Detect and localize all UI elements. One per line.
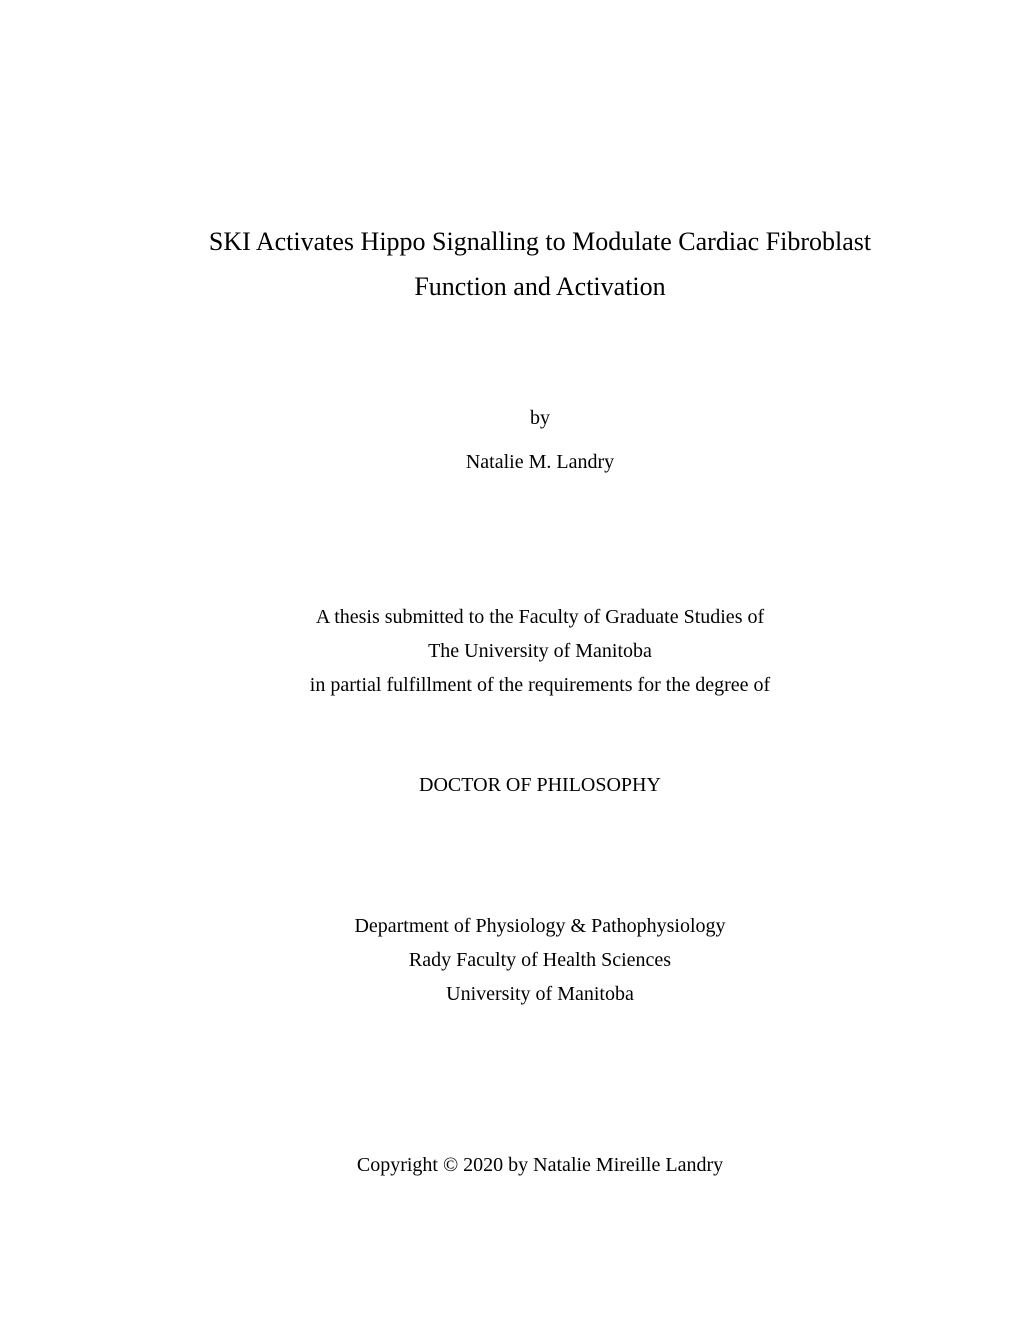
thesis-title-line-1: SKI Activates Hippo Signalling to Modulate Cardiac Fibroblast [208, 227, 872, 256]
university-line: University of Manitoba [446, 983, 634, 1005]
submission-statement-line-1: A thesis submitted to the Faculty of Graduate Studies of [315, 606, 765, 628]
copyright-notice: Copyright © 2020 by Natalie Mireille Landry [356, 1154, 724, 1176]
submission-statement-line-2: The University of Manitoba [428, 640, 652, 662]
degree-name: DOCTOR OF PHILOSOPHY [419, 774, 661, 796]
submission-statement-line-3: in partial fulfillment of the requirements for the degree of [309, 674, 771, 696]
department-line: Department of Physiology & Pathophysiology [354, 915, 726, 937]
byline: by [530, 407, 550, 429]
author-name: Natalie M. Landry [465, 451, 615, 473]
faculty-line: Rady Faculty of Health Sciences [408, 949, 672, 971]
thesis-title-line-2: Function and Activation [414, 272, 666, 301]
